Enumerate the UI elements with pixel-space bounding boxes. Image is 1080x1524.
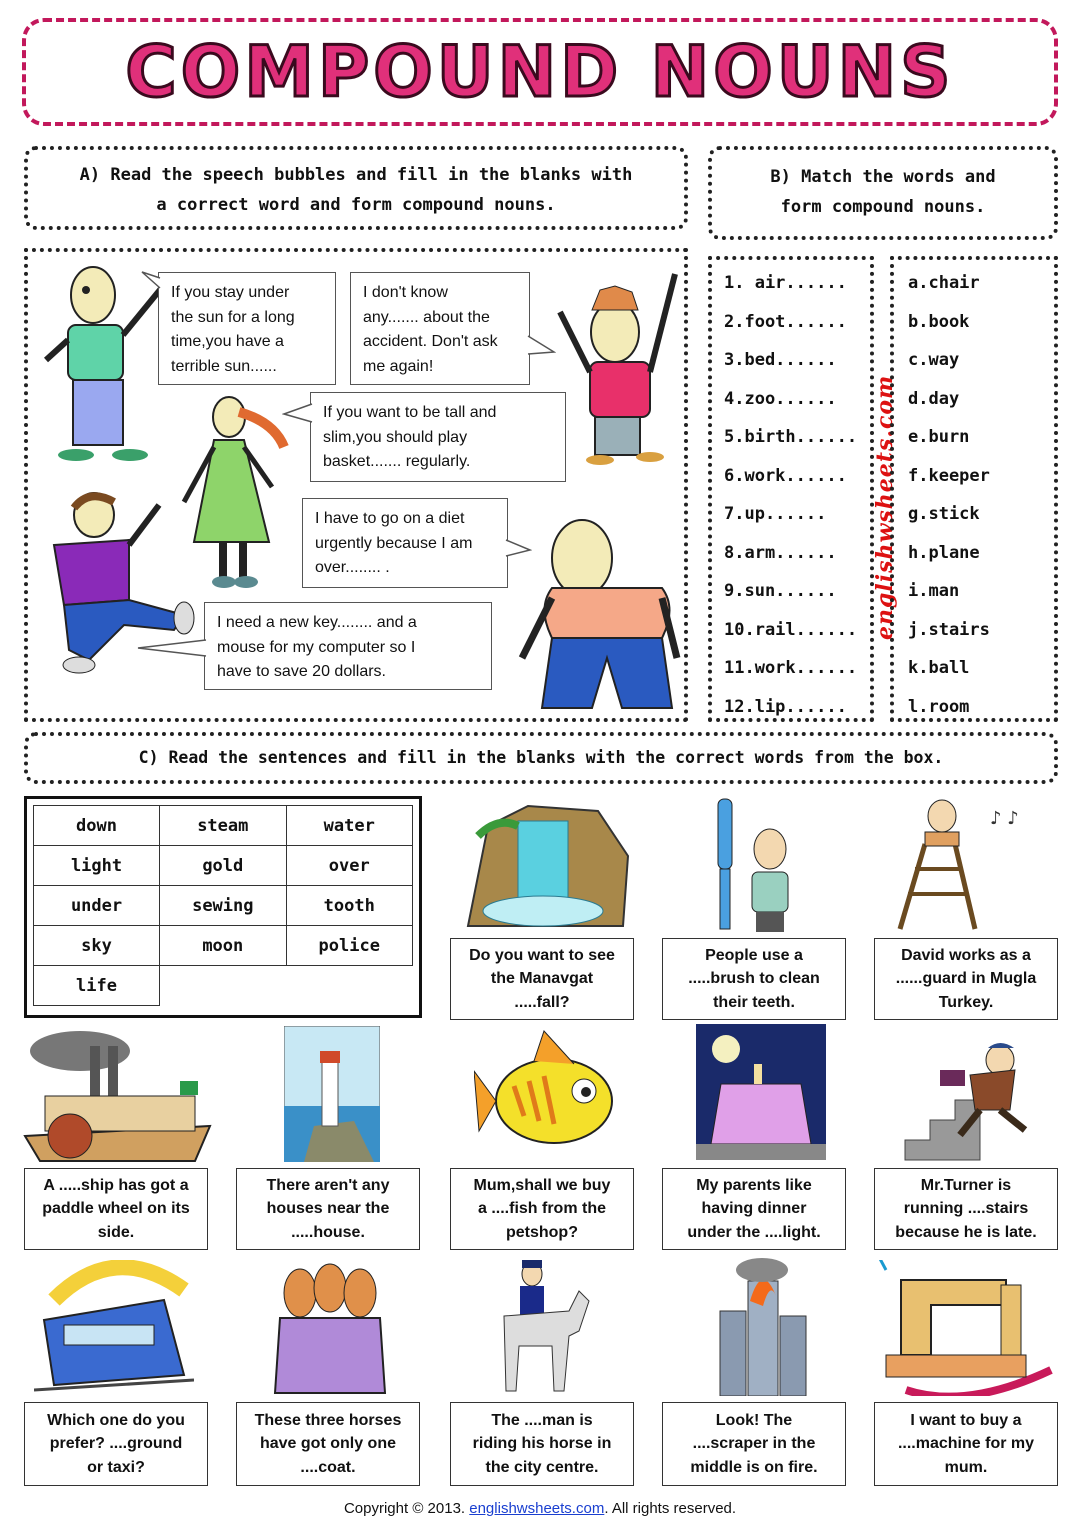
list-item: d.day <box>908 388 960 409</box>
lifeguard-tower-icon <box>880 794 1030 932</box>
bubble-tail <box>526 332 556 362</box>
word-box <box>24 796 422 1018</box>
section-a-instruction-line1: A) Read the speech bubbles and fill in the blanks with <box>79 165 633 185</box>
section-c-instruction-box <box>24 732 1058 784</box>
word-cell: steam <box>160 806 286 846</box>
sewing-machine-icon <box>876 1260 1056 1396</box>
section-b-left-box <box>708 256 874 722</box>
section-c-instruction: C) Read the sentences and fill in the blanks with the correct words from the box. <box>138 748 944 767</box>
moonlight-dinner-icon <box>696 1024 826 1160</box>
list-item: a.chair <box>908 273 980 293</box>
list-item: f.keeper <box>908 465 990 486</box>
section-a-instruction-line2: a correct word and form compound nouns. <box>156 195 556 215</box>
list-item: 12.lip...... <box>724 696 847 717</box>
section-b-instruction-box <box>708 146 1058 240</box>
waterfall-icon <box>458 796 634 930</box>
list-item: 4.zoo...... <box>724 388 837 409</box>
list-item: c.way <box>908 350 960 370</box>
list-item: 10.rail...... <box>724 619 858 640</box>
speech-bubble-sunburn: If you stay under the sun for a long time,you have a terrible sun...... <box>158 272 336 385</box>
list-item: k.ball <box>908 658 970 678</box>
list-item: l.room <box>908 696 970 717</box>
word-cell: over <box>286 846 412 886</box>
sentence-card: There aren't any houses near the .....house. <box>236 1168 420 1250</box>
section-b-instruction-line1: B) Match the words and <box>770 167 996 187</box>
list-item: 9.sun...... <box>724 581 837 601</box>
skyscraper-fire-icon <box>712 1256 812 1396</box>
sentence-card: Mr.Turner is running ....stairs because he is late. <box>874 1168 1058 1250</box>
list-item: e.burn <box>908 427 970 447</box>
list-item: i.man <box>908 581 960 601</box>
word-cell: gold <box>160 846 286 886</box>
word-cell: life <box>34 966 160 1006</box>
bubble-tail <box>282 400 314 426</box>
list-item: 7.up...... <box>724 504 827 524</box>
svg-text:♪ ♪: ♪ ♪ <box>990 808 1019 829</box>
list-item: b.book <box>908 311 970 332</box>
three-horses-coat-icon <box>270 1258 390 1396</box>
page-title: COMPOUND NOUNS <box>125 31 955 113</box>
list-item: 5.birth...... <box>724 427 858 447</box>
steamship-icon <box>20 1026 216 1166</box>
list-item: g.stick <box>908 504 980 524</box>
copyright-footer: Copyright © 2013. englishwsheets.com. All rights reserved. <box>343 1500 737 1517</box>
sentence-card: The ....man is riding his horse in the city centre. <box>450 1402 634 1486</box>
list-item: 1. air...... <box>724 273 847 293</box>
word-cell: water <box>286 806 412 846</box>
sentence-card: My parents like having dinner under the ....light. <box>662 1168 846 1250</box>
sentence-card: People use a .....brush to clean their teeth. <box>662 938 846 1020</box>
section-b-right-box <box>890 256 1058 722</box>
list-item: 11.work...... <box>724 658 858 678</box>
sentence-card: Which one do you prefer? ....ground or taxi? <box>24 1402 208 1486</box>
fat-man-character-icon <box>512 508 687 718</box>
policeman-horse-icon <box>494 1256 594 1396</box>
word-cell: sky <box>34 926 160 966</box>
sentence-card: I want to buy a ....machine for my mum. <box>874 1402 1058 1486</box>
match-left-list <box>724 264 857 726</box>
speech-bubble-overweight: I have to go on a diet urgently because I am over........ . <box>302 498 508 588</box>
running-downstairs-icon <box>900 1030 1040 1164</box>
section-b-instruction-line2: form compound nouns. <box>780 197 986 217</box>
word-cell: light <box>34 846 160 886</box>
speech-bubble-keyboard: I need a new key........ and a mouse for my computer so I have to save 20 dollars. <box>204 602 492 690</box>
list-item: h.plane <box>908 542 980 563</box>
sentence-card: Do you want to see the Manavgat .....fall? <box>450 938 634 1020</box>
section-a-scene <box>24 248 688 722</box>
bubble-tail <box>140 270 164 290</box>
underground-train-icon <box>34 1260 194 1396</box>
toothbrush-man-icon <box>690 794 830 934</box>
bubble-tail <box>504 536 532 560</box>
running-boy-character-icon <box>34 490 199 690</box>
list-item: 2.foot...... <box>724 311 847 332</box>
word-cell: police <box>286 926 412 966</box>
word-cell: moon <box>160 926 286 966</box>
word-cell: sewing <box>160 886 286 926</box>
sentence-card: David works as a ......guard in Mugla Turkey. <box>874 938 1058 1020</box>
sentence-card: These three horses have got only one ....coat. <box>236 1402 420 1486</box>
site-link[interactable]: englishwsheets.com <box>469 1500 605 1517</box>
list-item: 6.work...... <box>724 465 847 486</box>
lighthouse-icon <box>284 1026 380 1162</box>
match-right-list <box>908 264 990 726</box>
sentence-card: A .....ship has got a paddle wheel on its side. <box>24 1168 208 1250</box>
speech-bubble-anybody: I don't know any....... about the accident. Don't ask me again! <box>350 272 530 385</box>
sentence-card: Mum,shall we buy a ....fish from the petshop? <box>450 1168 634 1250</box>
speech-bubble-basketball: If you want to be tall and slim,you should play basket....... regularly. <box>310 392 566 482</box>
word-cell: tooth <box>286 886 412 926</box>
goldfish-icon <box>474 1026 624 1166</box>
section-a-instruction-box <box>24 146 688 230</box>
word-table <box>33 805 413 1006</box>
word-cell: down <box>34 806 160 846</box>
list-item: j.stairs <box>908 619 990 640</box>
word-cell: under <box>34 886 160 926</box>
list-item: 8.arm...... <box>724 542 837 563</box>
bubble-tail <box>136 638 208 660</box>
watermark-text: englishwsheets.com <box>872 374 898 640</box>
list-item: 3.bed...... <box>724 350 837 370</box>
sentence-card: Look! The ....scraper in the middle is on fire. <box>662 1402 846 1486</box>
